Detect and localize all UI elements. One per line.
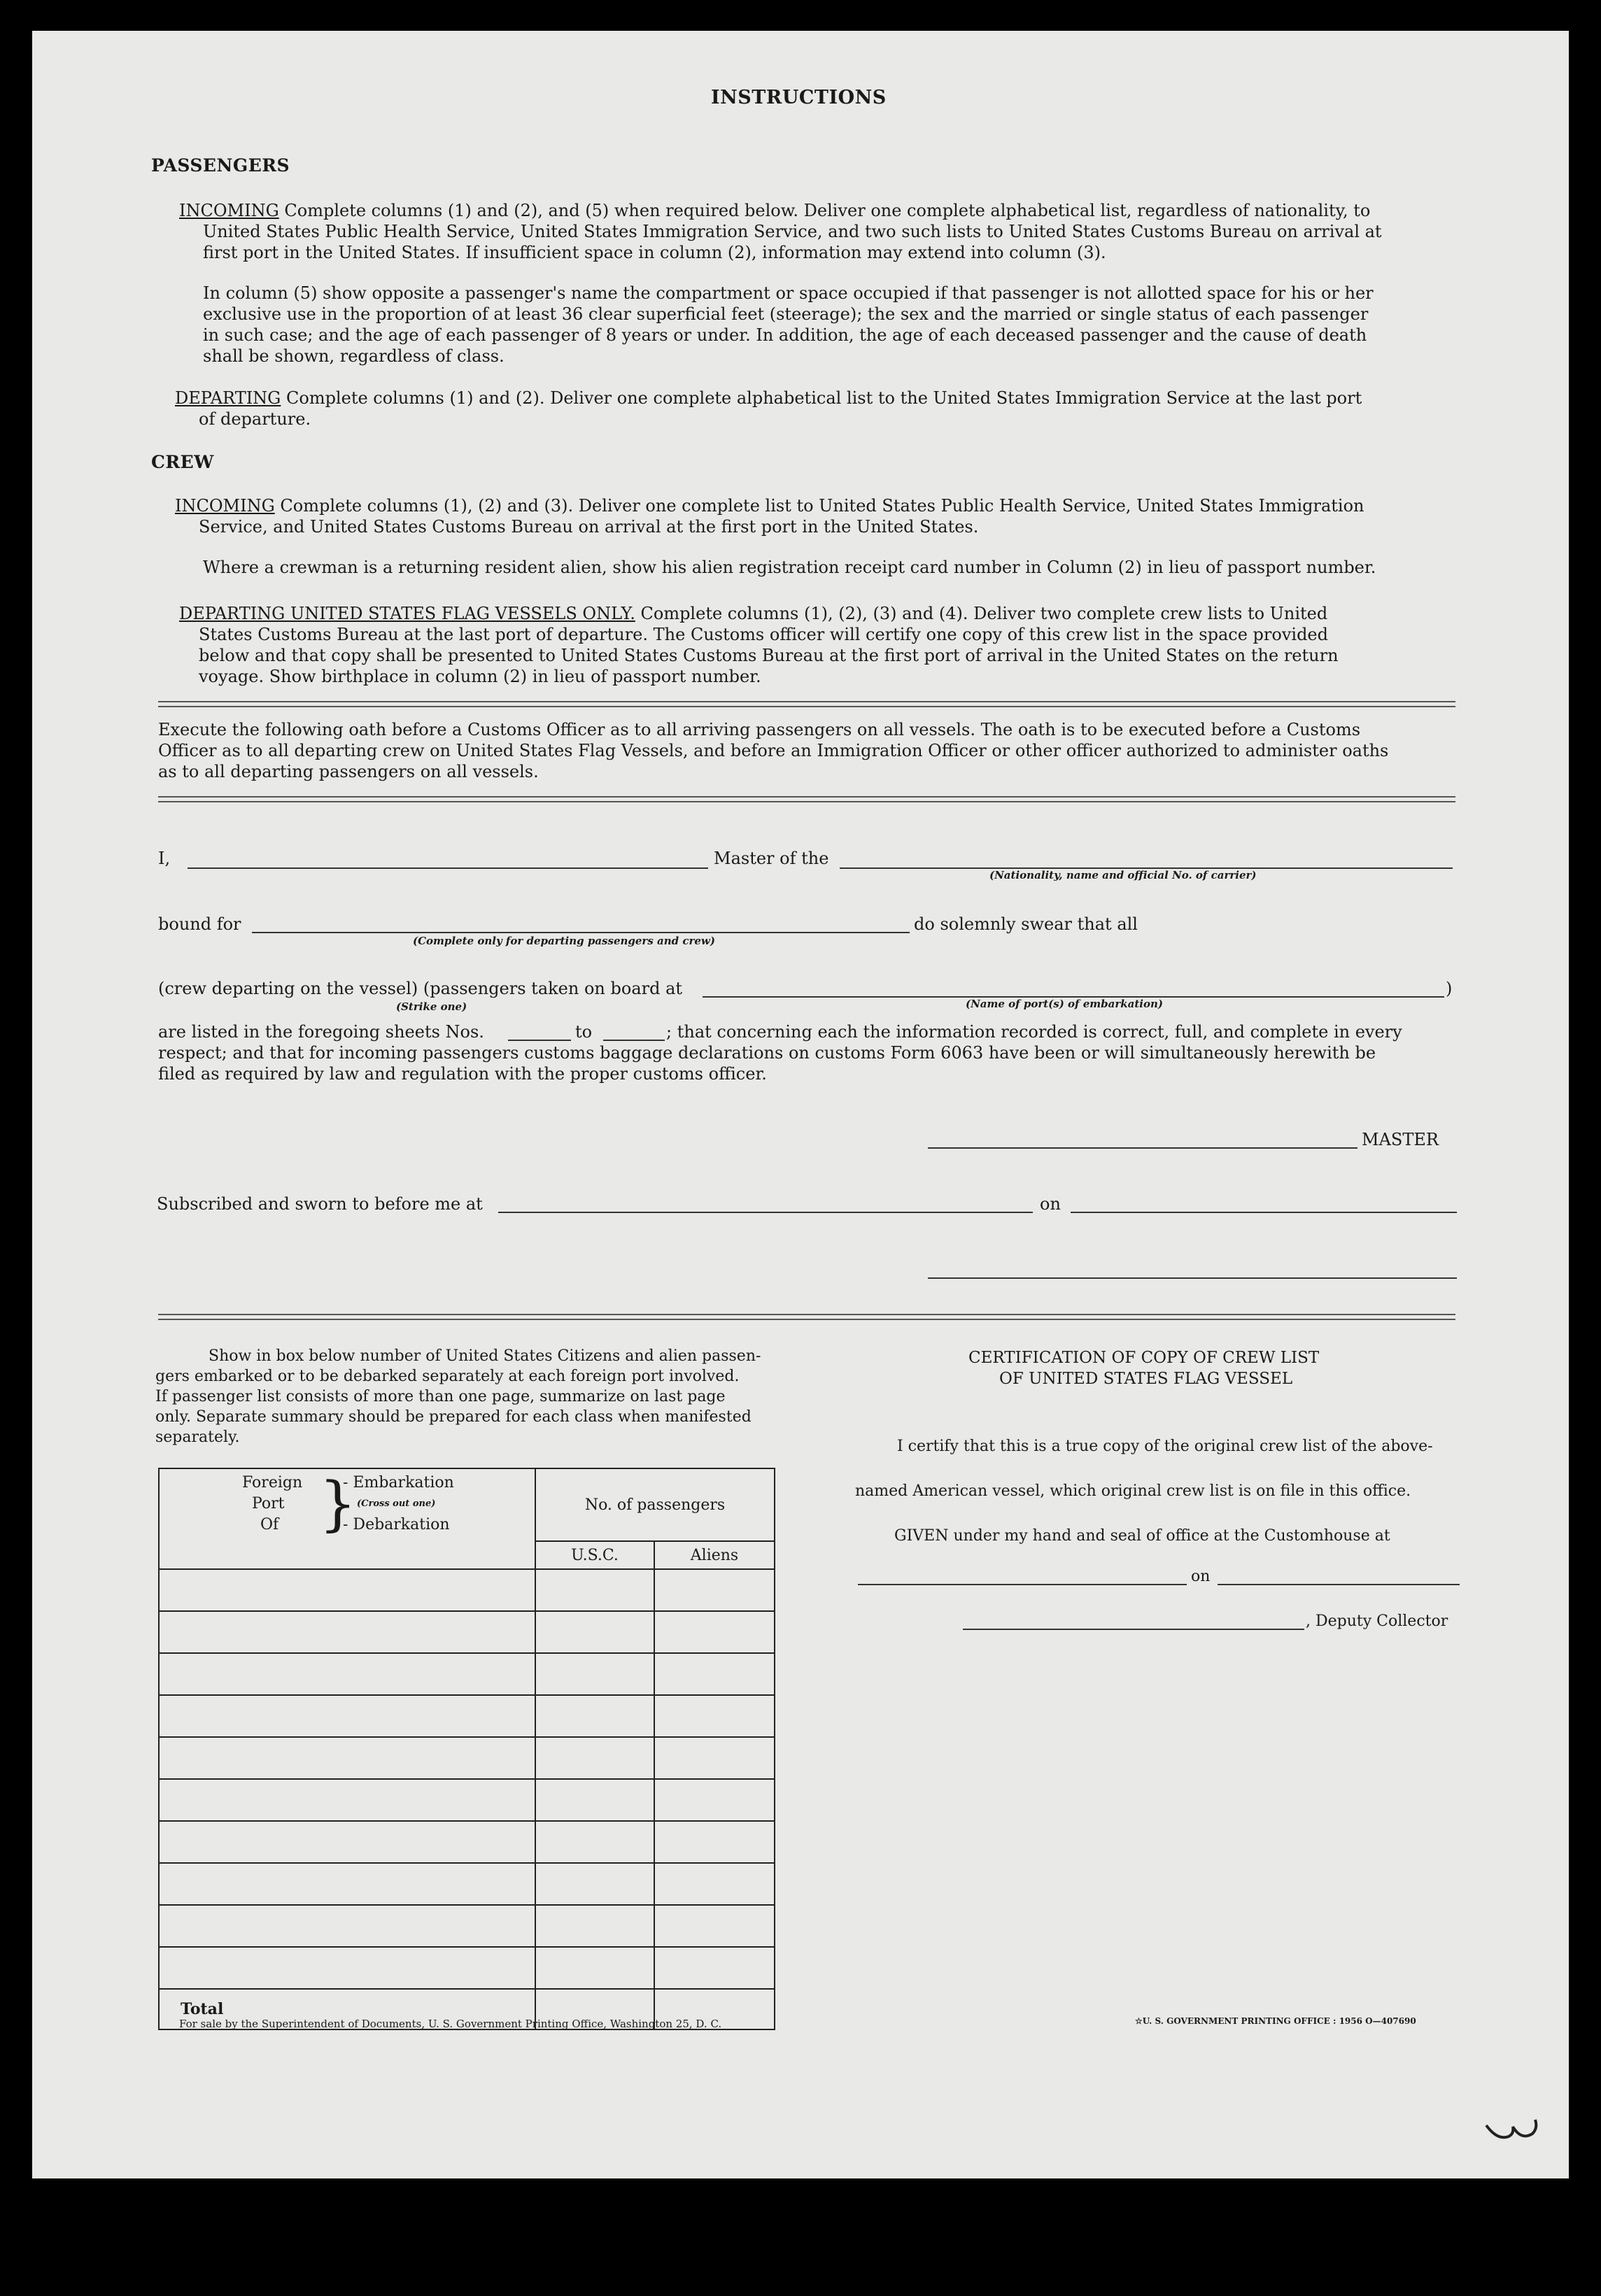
table-row [159,1947,775,1989]
passengers-col5-line3: in such case; and the age of each passenger of 8 years or under. In addition, the age of each deceased passenger and the cause of death [203,325,1367,345]
instructions-title: INSTRUCTIONS [711,87,887,108]
master-label: MASTER [1362,1130,1439,1149]
usc-header: U.S.C. [535,1541,654,1569]
summary-note-line3: If passenger list consists of more than one page, summarize on last page [155,1388,726,1405]
passengers-incoming-line1: Complete columns (1) and (2), and (5) when required below. Deliver one complete alphabetical list, regardless of nationality, to [284,201,1371,220]
summary-aliens-cell[interactable] [654,1611,775,1653]
passengers-departing-line2: of departure. [199,409,311,429]
summary-usc-cell[interactable] [535,1695,654,1737]
summary-usc-cell[interactable] [535,1779,654,1821]
summary-note-line5: separately. [155,1429,240,1446]
passengers-departing-para [175,388,1362,409]
oath-i-label: I, [158,849,171,868]
crew-departing-line3: below and that copy shall be presented to United States Customs Bureau at the first port of arrival in the United States on the return [199,646,1339,665]
summary-usc-cell[interactable] [535,1947,654,1989]
certification-on-label: on [1191,1568,1211,1585]
summary-aliens-cell[interactable] [654,1863,775,1905]
strike-hint: (Strike one) [396,1000,467,1013]
divider-double-3 [158,1314,1455,1320]
summary-aliens-cell[interactable] [654,1779,775,1821]
oath-line3: filed as required by law and regulation with the proper customs officer. [158,1064,767,1084]
summary-port-cell[interactable] [159,1611,535,1653]
oath-intro-line2: Officer as to all departing crew on United States Flag Vessels, and before an Immigration Officer or other officer authorized to administer oaths [158,741,1389,760]
passengers-col5-line4: shall be shown, regardless of class. [203,346,505,366]
summary-usc-cell[interactable] [535,1569,654,1611]
aliens-header: Aliens [654,1541,775,1569]
crew-incoming-line2: Service, and United States Customs Bureau on arrival at the first port in the United States. [199,517,979,537]
summary-port-cell[interactable] [159,1737,535,1779]
summary-usc-cell[interactable] [535,1821,654,1863]
crew-departing-label: DEPARTING UNITED STATES FLAG VESSELS ONLY. [179,604,635,623]
bound-for-hint: (Complete only for departing passengers and crew) [413,935,715,947]
passengers-col5-line1: In column (5) show opposite a passenger's name the compartment or space occupied if that passenger is not allotted space for his or her [203,283,1374,303]
summary-aliens-cell[interactable] [654,1695,775,1737]
brace-icon: } [319,1469,357,1538]
summary-usc-cell[interactable] [535,1863,654,1905]
passengers-incoming-line3: first port in the United States. If insufficient space in column (2), information may extend into column (3). [203,243,1106,262]
master-of-the-label: Master of the [714,849,829,868]
swear-label: do solemnly swear that all [914,914,1138,934]
master-signature-line[interactable] [928,1147,1357,1149]
table-row [159,1695,775,1737]
crew-departing-label: (crew departing on the vessel) (passengers taken on board at [158,979,683,998]
deputy-collector-label: , Deputy Collector [1306,1613,1448,1630]
foreign-label: Foreign [242,1474,303,1491]
customhouse-line[interactable] [858,1584,1187,1585]
table-row [159,1569,775,1611]
summary-note-line1: Show in box below number of United States Citizens and alien passen- [209,1347,761,1365]
summary-usc-cell[interactable] [535,1905,654,1947]
sheets-to-line[interactable] [603,1040,665,1041]
subscribed-label: Subscribed and sworn to before me at [157,1194,483,1214]
divider-double [158,701,1455,707]
summary-port-cell[interactable] [159,1695,535,1737]
subscribed-date-line[interactable] [1071,1212,1457,1213]
no-passengers-header: No. of passengers [535,1468,775,1541]
passengers-col5-line2: exclusive use in the proportion of at least 36 clear superficial feet (steerage); the sex and the married or single status of each passenger [203,304,1369,324]
embarkation-label: - Embarkation [343,1474,454,1491]
certification-title-line2: OF UNITED STATES FLAG VESSEL [999,1370,1293,1388]
crew-incoming-label: INCOMING [175,496,275,516]
crew-incoming-line1: Complete columns (1), (2) and (3). Deliver one complete list to United States Public Health Service, United States Immigration [280,496,1364,516]
crew-resident-line: Where a crewman is a returning resident alien, show his alien registration receipt card number in Column (2) in lieu of passport number. [203,558,1376,577]
subscribed-on-label: on [1040,1194,1061,1214]
port-hint: (Name of port(s) of embarkation) [966,998,1163,1010]
passengers-incoming-para [179,200,1370,222]
close-paren: ) [1446,979,1453,998]
total-label: Total [159,1989,535,2029]
certification-line1: I certify that this is a true copy of the original crew list of the above- [897,1438,1433,1455]
summary-port-cell[interactable] [159,1653,535,1695]
table-row [159,1779,775,1821]
summary-aliens-cell[interactable] [654,1653,775,1695]
table-row [159,1863,775,1905]
carrier-hint: (Nationality, name and official No. of carrier) [989,869,1257,881]
certification-date-line[interactable] [1218,1584,1460,1585]
passengers-heading: PASSENGERS [151,155,290,176]
cross-out-hint: (Cross out one) [357,1498,436,1509]
oath-intro-line1: Execute the following oath before a Customs Officer as to all arriving passengers on all vessels. The oath is to be executed before a Customs [158,720,1361,739]
subscribed-place-line[interactable] [498,1212,1033,1213]
officer-signature-line[interactable] [928,1277,1457,1279]
divider-double-2 [158,796,1455,802]
crew-departing-line4: voyage. Show birthplace in column (2) in lieu of passport number. [199,667,761,686]
deputy-signature-line[interactable] [963,1629,1304,1630]
crew-departing-line2: States Customs Bureau at the last port of departure. The Customs officer will certify one copy of this crew list in the space provided [199,625,1328,644]
port-label: Port [252,1495,285,1512]
summary-aliens-cell[interactable] [654,1821,775,1863]
table-row [159,1821,775,1863]
certification-line2: named American vessel, which original crew list is on file in this office. [855,1482,1411,1500]
summary-note-line2: gers embarked or to be debarked separately at each foreign port involved. [155,1368,740,1385]
summary-port-cell[interactable] [159,1863,535,1905]
master-name-line[interactable] [188,867,708,869]
sheets-to-label: to [575,1022,593,1042]
footer-gpo-note: ☆U. S. GOVERNMENT PRINTING OFFICE : 1956 O—407690 [1135,2016,1416,2026]
debarkation-label: - Debarkation [343,1516,450,1533]
sheets-from-line[interactable] [508,1040,571,1041]
crew-incoming-para [175,495,1364,517]
summary-port-cell[interactable] [159,1947,535,1989]
table-row [159,1737,775,1779]
summary-aliens-cell[interactable] [654,1905,775,1947]
summary-usc-cell[interactable] [535,1611,654,1653]
oath-intro-line3: as to all departing passengers on all vessels. [158,762,539,781]
sheets-rest: ; that concerning each the information recorded is correct, full, and complete in every [666,1022,1402,1042]
crew-heading: CREW [151,452,214,472]
table-row [159,1611,775,1653]
crew-departing-line1: Complete columns (1), (2), (3) and (4). Deliver two complete crew lists to United [640,604,1328,623]
summary-port-cell[interactable] [159,1569,535,1611]
certification-title-line1: CERTIFICATION OF COPY OF CREW LIST [968,1349,1320,1367]
passengers-incoming-line2: United States Public Health Service, United States Immigration Service, and two such lists to United States Customs Bureau on arrival at [203,222,1382,241]
port-header-cell [159,1468,535,1569]
summary-aliens-cell[interactable] [654,1947,775,1989]
bound-for-label: bound for [158,914,241,934]
summary-port-cell[interactable] [159,1821,535,1863]
table-row [159,1653,775,1695]
summary-port-cell[interactable] [159,1905,535,1947]
crew-departing-para [179,603,1327,625]
bound-for-line[interactable] [252,932,910,933]
summary-aliens-cell[interactable] [654,1569,775,1611]
passengers-departing-line1: Complete columns (1) and (2). Deliver one complete alphabetical list to the United States Immigration Service at the last port [286,388,1362,408]
footer-sale-note: For sale by the Superintendent of Documents, U. S. Government Printing Office, Washington 25, D. C. [179,2018,722,2030]
passenger-summary-table [158,1468,775,2030]
summary-usc-cell[interactable] [535,1737,654,1779]
handwritten-mark-icon [1482,2113,1545,2155]
summary-port-cell[interactable] [159,1779,535,1821]
sheets-label: are listed in the foregoing sheets Nos. [158,1022,484,1042]
summary-usc-cell[interactable] [535,1653,654,1695]
summary-aliens-cell[interactable] [654,1737,775,1779]
of-label: Of [260,1516,279,1533]
table-header-row [159,1468,775,1541]
summary-note-line4: only. Separate summary should be prepared for each class when manifested [155,1408,752,1426]
passengers-incoming-label: INCOMING [179,201,279,220]
table-row [159,1905,775,1947]
oath-line2: respect; and that for incoming passengers customs baggage declarations on customs Form 6063 have been or will simultaneously herewith be [158,1043,1376,1063]
passengers-departing-label: DEPARTING [175,388,281,408]
certification-line3: GIVEN under my hand and seal of office at the Customhouse at [894,1527,1390,1545]
